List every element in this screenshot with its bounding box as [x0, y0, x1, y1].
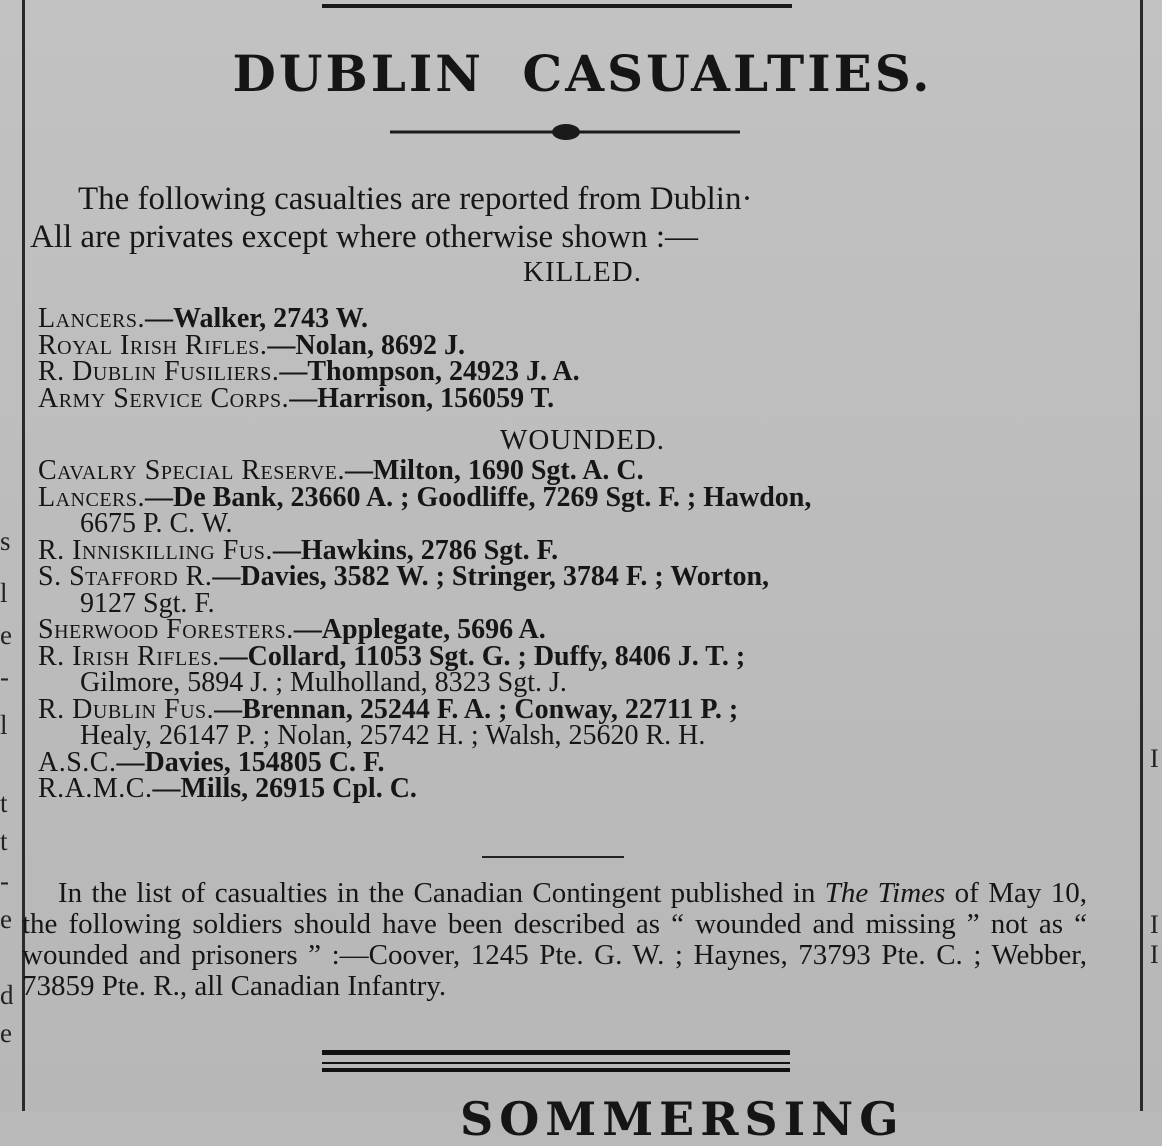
left-column-fragment [0, 0, 20, 1111]
list-item: R. Dublin Fus.—Brennan, 25244 F. A. ; Conway, 22711 P. ; [38, 693, 739, 725]
top-rule [322, 4, 792, 8]
newspaper-name: The Times [824, 877, 946, 909]
list-item: Sherwood Foresters.—Applegate, 5696 A. [38, 614, 546, 645]
list-item-continuation: Gilmore, 5894 J. ; Mulholland, 8323 Sgt. J. [80, 667, 567, 698]
left-fragment-char: e [0, 1018, 12, 1048]
killed-list [38, 303, 1128, 414]
left-fragment-char: l [0, 578, 8, 608]
title-ornament [390, 118, 740, 148]
list-item-continuation: Healy, 26147 P. ; Nolan, 25742 H. ; Walsh, 25620 R. H. [80, 720, 706, 751]
left-fragment-char: t [0, 826, 8, 856]
wounded-heading: WOUNDED. [499, 424, 666, 456]
list-item: A.S.C.—Davies, 154805 C. F. [38, 746, 385, 778]
killed-heading: KILLED. [523, 256, 642, 288]
section-divider [482, 856, 624, 858]
list-item-continuation: 6675 P. C. W. [80, 508, 233, 539]
list-item: S. Stafford R.—Davies, 3582 W. ; Stringer, 3784 F. ; Worton, [38, 561, 770, 592]
note-text-2: of May 10, the following soldiers should have been described as “ wounded and missing ” not as “ wounded and prisoners ” :—Coover, 1245 Pte. G. W. ; Haynes, 73793 Pte. C. ; Webber, 73859 Pte. R., all Canadian Infantry. [22, 877, 1087, 1002]
list-item-continuation: 9127 Sgt. F. [80, 587, 215, 619]
next-article-heading-cropped: SOMMERSING [460, 1092, 905, 1146]
list-item: Lancers.—Walker, 2743 W. [38, 303, 369, 334]
list-item: R. Irish Rifles.—Collard, 11053 Sgt. G. ; Duffy, 8406 J. T. ; [38, 640, 746, 672]
right-fragment-char: I [1150, 940, 1159, 969]
list-item: R.A.M.C.—Mills, 26915 Cpl. C. [38, 773, 417, 804]
bottom-rule [322, 1062, 790, 1064]
intro-line-2: All are privates except where otherwise shown :— [30, 219, 699, 255]
wounded-list [38, 455, 1128, 804]
list-item: R. Dublin Fusiliers.—Thompson, 24923 J. A. [38, 356, 580, 387]
column-rule-right [1140, 0, 1143, 1111]
right-fragment-char: I [1150, 744, 1159, 773]
list-item: Cavalry Special Reserve.—Milton, 1690 Sgt. A. C. [38, 455, 644, 486]
bottom-rule [322, 1068, 790, 1072]
note-text-1: In the list of casualties in the Canadian Contingent published in [58, 877, 825, 909]
bottom-rule [322, 1050, 790, 1055]
intro-paragraph [30, 180, 1110, 256]
list-item: R. Inniskilling Fus.—Hawkins, 2786 Sgt. F. [38, 534, 559, 566]
intro-line-1: The following casualties are reported from Dublin· [78, 181, 753, 217]
left-fragment-char: e [0, 620, 12, 650]
list-item: Royal Irish Rifles.—Nolan, 8692 J. [38, 329, 465, 361]
list-item: Army Service Corps.—Harrison, 156059 T. [38, 382, 555, 414]
article-title: DUBLIN CASUALTIES. [232, 44, 933, 103]
left-fragment-char: s [0, 526, 11, 556]
correction-note [22, 878, 1087, 1002]
left-fragment-char: l [0, 710, 8, 740]
left-fragment-char: e [0, 904, 12, 934]
left-fragment-char: d [0, 980, 14, 1010]
right-fragment-char: I [1150, 910, 1159, 939]
left-fragment-char: - [0, 662, 9, 692]
list-item: Lancers.—De Bank, 23660 A. ; Goodliffe, 7269 Sgt. F. ; Hawdon, [38, 481, 812, 513]
left-fragment-char: - [0, 866, 9, 896]
left-fragment-char: t [0, 788, 8, 818]
